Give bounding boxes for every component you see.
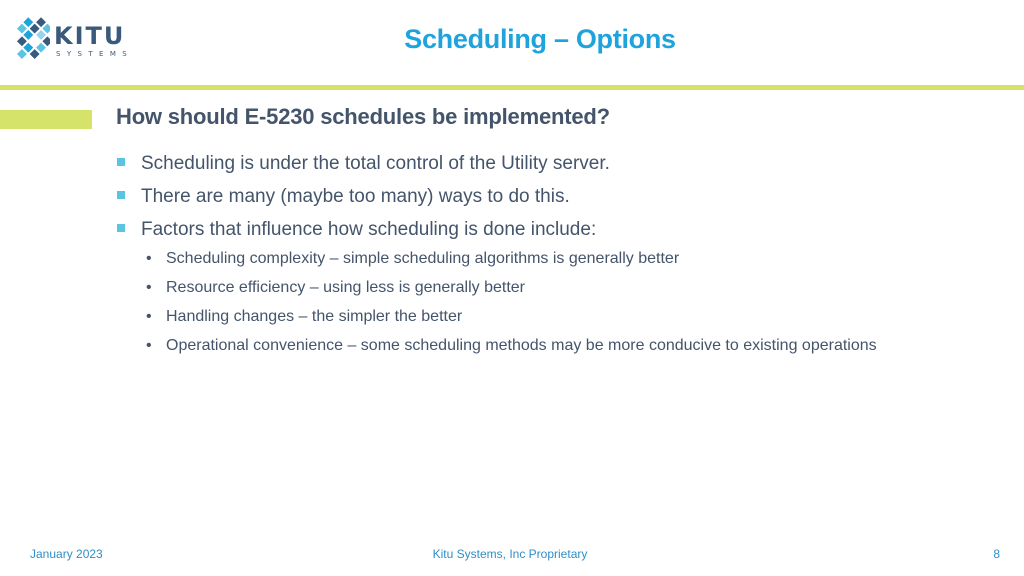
dot-bullet-icon: • [146, 279, 152, 296]
slide-title: Scheduling – Options [404, 24, 676, 54]
sub-bullet-item [145, 274, 877, 303]
bullet-item [116, 183, 610, 216]
sub-bullet-text: Handling changes – the simpler the better [166, 308, 463, 325]
bullet-text: Factors that influence how scheduling is done include: [141, 219, 597, 240]
sub-bullet-text: Operational convenience – some scheduling methods may be more conducive to existing operations [166, 337, 877, 354]
main-bullet-list [116, 150, 610, 249]
dot-bullet-icon: • [146, 308, 152, 325]
footer-proprietary-notice: Kitu Systems, Inc Proprietary [432, 547, 588, 561]
sub-bullet-item [145, 303, 877, 332]
kitu-logo-mark-icon [8, 14, 50, 70]
sub-bullet-text: Scheduling complexity – simple scheduling algorithms is generally better [166, 250, 680, 267]
square-bullet-icon [117, 224, 125, 232]
logo-wordmark: KITU [54, 22, 126, 50]
sub-bullet-list [145, 245, 877, 361]
dot-bullet-icon: • [146, 337, 152, 354]
square-bullet-icon [117, 191, 125, 199]
logo-tagline: SYSTEMS [56, 50, 134, 58]
page-number: 8 [993, 547, 1000, 561]
subtitle-accent-bar [0, 110, 92, 129]
sub-bullet-item [145, 245, 877, 274]
header-divider [0, 85, 1024, 90]
bullet-text: There are many (maybe too many) ways to do this. [141, 186, 570, 207]
dot-bullet-icon: • [146, 250, 152, 267]
sub-bullet-text: Resource efficiency – using less is generally better [166, 279, 525, 296]
bullet-item [116, 150, 610, 183]
sub-bullet-item [145, 332, 877, 361]
square-bullet-icon [117, 158, 125, 166]
bullet-text: Scheduling is under the total control of the Utility server. [141, 153, 610, 174]
slide-subtitle: How should E-5230 schedules be implemented? [116, 104, 610, 129]
company-logo [8, 14, 143, 70]
footer-date: January 2023 [30, 547, 103, 561]
